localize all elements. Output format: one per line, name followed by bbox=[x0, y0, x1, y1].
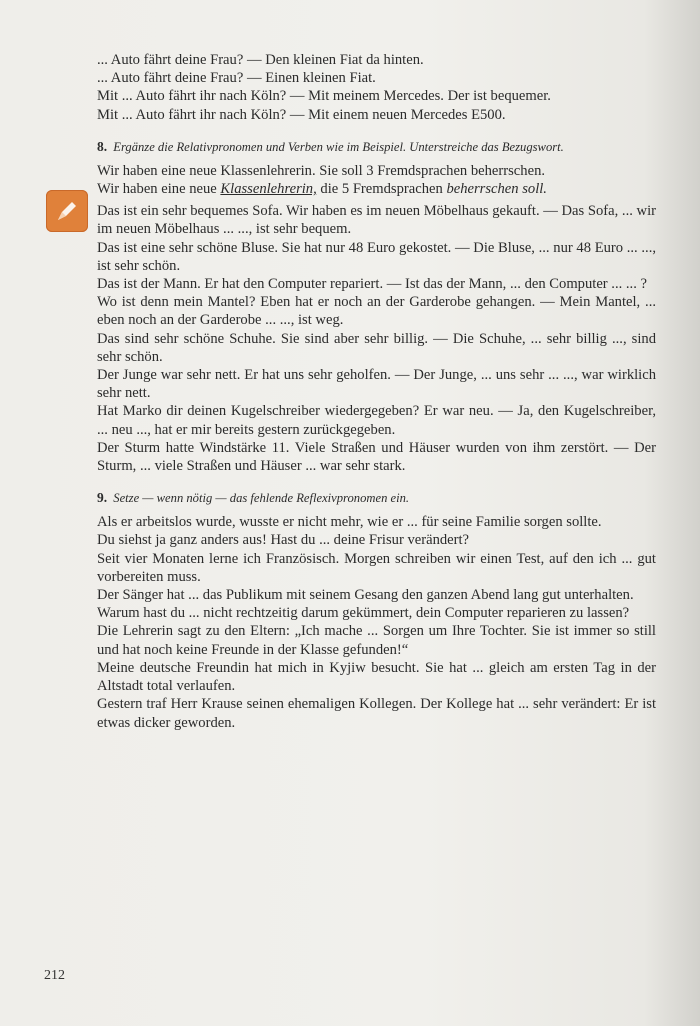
exercise-item: Der Junge war sehr nett. Er hat uns sehr geholfen. — Der Junge, ... uns sehr ... ..., war wirklich sehr nett. bbox=[97, 367, 656, 402]
page-number: 212 bbox=[44, 968, 65, 983]
example-answer bbox=[97, 180, 656, 198]
exercise-item: Die Lehrerin sagt zu den Eltern: „Ich mache ... Sorgen um Ihre Tochter. Sie ist immer so still und hat noch keine Freunde in der Klasse gefunden!“ bbox=[97, 623, 656, 658]
exercise-item: Hat Marko dir deinen Kugelschreiber wiedergegeben? Er war neu. — Ja, den Kugelschreiber, ... neu ..., hat er mir bereits gestern zurückgegeben. bbox=[97, 403, 656, 438]
exercise-item: Als er arbeitslos wurde, wusste er nicht mehr, wie er ... für seine Familie sorgen sollte. bbox=[97, 514, 602, 531]
exercise-item: Wo ist denn mein Mantel? Eben hat er noch an der Garderobe gehangen. — Mein Mantel, ... eben noch an der Garderobe ... ..., ist weg. bbox=[97, 294, 656, 329]
exercise-instruction: Setze — wenn nötig — das fehlende Reflexivpronomen ein. bbox=[113, 491, 410, 506]
underlined-reference-word: Klassenlehrerin, bbox=[220, 181, 317, 198]
intro-line: Mit ... Auto fährt ihr nach Köln? — Mit meinem Mercedes. Der ist bequemer. bbox=[97, 88, 551, 105]
intro-block bbox=[97, 51, 656, 124]
exercise-number: 9. bbox=[97, 490, 108, 506]
exercise-8-heading bbox=[97, 138, 656, 156]
exercise-item: Warum hast du ... nicht rechtzeitig darum gekümmert, dein Computer reparieren zu lassen? bbox=[97, 605, 630, 622]
example-block bbox=[97, 162, 656, 198]
intro-line: ... Auto fährt deine Frau? — Den kleinen Fiat da hinten. bbox=[97, 52, 424, 68]
exercise-item: Du siehst ja ganz anders aus! Hast du ... deine Frisur verändert? bbox=[97, 532, 470, 549]
example-sentence: Wir haben eine neue Klassenlehrerin. Sie soll 3 Fremdsprachen beherrschen. bbox=[97, 162, 546, 179]
exercise-number: 8. bbox=[97, 138, 108, 154]
exercise-instruction: Ergänze die Relativpronomen und Verben wie im Beispiel. Unterstreiche das Bezugswort. bbox=[113, 139, 564, 154]
example-answer-verbs: beherrschen soll. bbox=[446, 181, 547, 198]
example-answer-prefix: Wir haben eine neue bbox=[97, 181, 221, 198]
exercise-8 bbox=[97, 138, 656, 475]
exercise-item: Das ist ein sehr bequemes Sofa. Wir haben es im neuen Möbelhaus gekauft. — Das Sofa, ... wir im neuen Möbelhaus ... ..., ist sehr bequem. bbox=[97, 203, 656, 238]
exercise-item: Meine deutsche Freundin hat mich in Kyjiw besucht. Sie hat ... gleich am ersten Tag in der Altstadt total verlaufen. bbox=[97, 659, 656, 695]
exercise-item: Das ist eine sehr schöne Bluse. Sie hat nur 48 Euro gekostet. — Die Bluse, ... nur 48 Euro ... ..., ist sehr schön. bbox=[97, 239, 656, 274]
exercise-item: Das sind sehr schöne Schuhe. Sie sind aber sehr billig. — Die Schuhe, ... sehr billig ..., sind sehr schön. bbox=[97, 330, 656, 365]
exercise-9 bbox=[97, 489, 656, 731]
intro-line: Mit ... Auto fährt ihr nach Köln? — Mit einem neuen Mercedes E500. bbox=[97, 106, 506, 123]
example-answer-middle: die 5 Fremdsprachen bbox=[316, 181, 447, 198]
intro-line: ... Auto fährt deine Frau? — Einen kleinen Fiat. bbox=[97, 70, 376, 87]
pencil-icon bbox=[46, 190, 88, 232]
exercise-item: Das ist der Mann. Er hat den Computer repariert. — Ist das der Mann, ... den Computer ... ... ? bbox=[97, 276, 647, 293]
exercise-item: Seit vier Monaten lerne ich Französisch. Morgen schreiben wir einen Test, auf den ich ... gut vorbereiten muss. bbox=[97, 550, 656, 585]
page-content bbox=[97, 51, 656, 746]
exercise-item: Der Sänger hat ... das Publikum mit seinem Gesang den ganzen Abend lang gut unterhalten. bbox=[97, 587, 634, 604]
exercise-item: Der Sturm hatte Windstärke 11. Viele Straßen und Häuser wurden von ihm zerstört. — Der Sturm, ... viele Straßen und Häuser ... war sehr stark. bbox=[97, 439, 656, 475]
exercise-9-heading bbox=[97, 489, 656, 507]
exercise-item: Gestern traf Herr Krause seinen ehemaligen Kollegen. Der Kollege hat ... sehr verändert: Er ist etwas dicker geworden. bbox=[97, 696, 656, 731]
